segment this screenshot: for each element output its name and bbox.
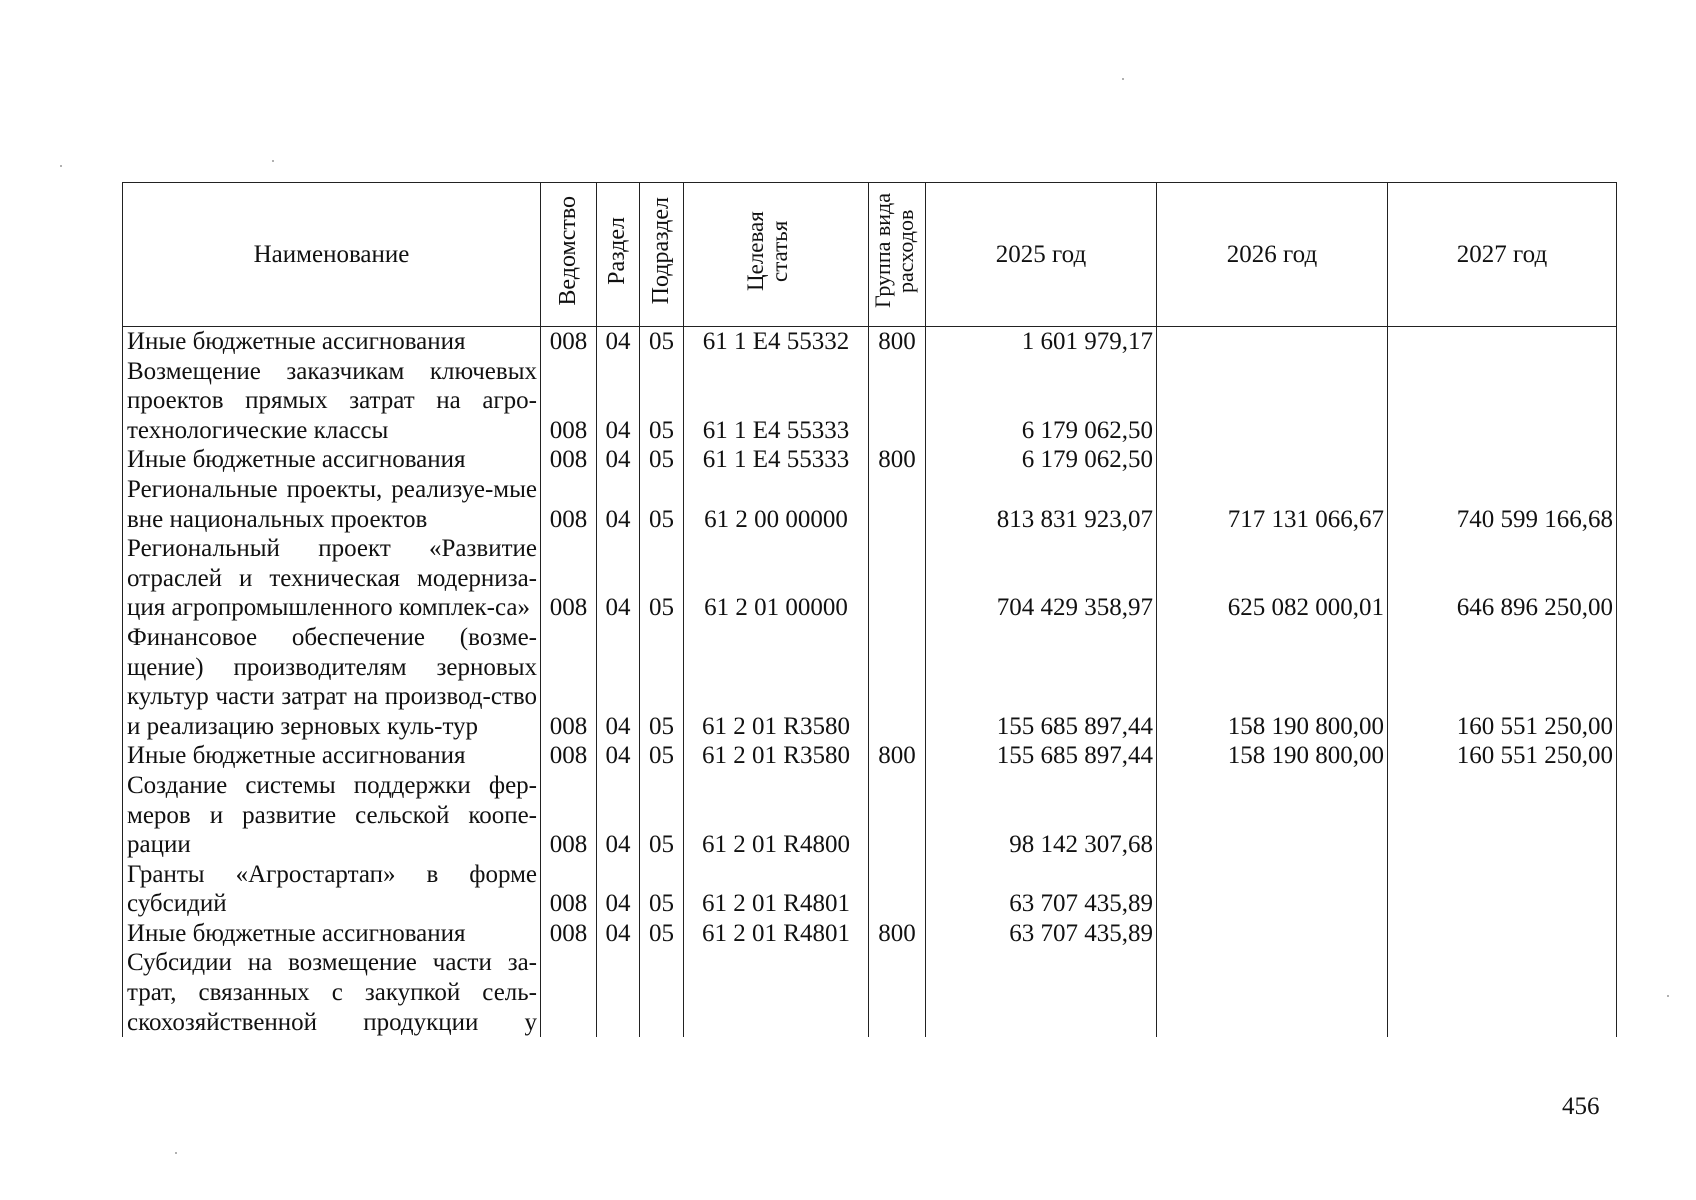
table-row bbox=[123, 357, 1617, 446]
row-subsection: 05 bbox=[640, 771, 684, 860]
row-subsection: 05 bbox=[640, 534, 684, 623]
row-2027: 160 551 250,00 bbox=[1388, 623, 1617, 741]
row-section bbox=[597, 948, 640, 1037]
row-dept: 008 bbox=[541, 623, 597, 741]
row-target-article: 61 2 01 R3580 bbox=[684, 741, 869, 771]
row-2026: 625 082 000,01 bbox=[1157, 534, 1388, 623]
row-section: 04 bbox=[597, 475, 640, 534]
row-section: 04 bbox=[597, 623, 640, 741]
row-dept: 008 bbox=[541, 919, 597, 949]
header-name: Наименование bbox=[123, 183, 541, 327]
row-expense-group: 800 bbox=[869, 445, 926, 475]
row-target-article: 61 1 E4 55333 bbox=[684, 445, 869, 475]
row-name: Иные бюджетные ассигнования bbox=[123, 327, 541, 357]
row-dept: 008 bbox=[541, 357, 597, 446]
header-2027: 2027 год bbox=[1388, 183, 1617, 327]
row-target-article: 61 2 01 R4801 bbox=[684, 860, 869, 919]
row-expense-group bbox=[869, 475, 926, 534]
row-2025: 155 685 897,44 bbox=[926, 741, 1157, 771]
row-section: 04 bbox=[597, 860, 640, 919]
row-expense-group: 800 bbox=[869, 919, 926, 949]
header-dept bbox=[541, 183, 597, 327]
row-expense-group bbox=[869, 771, 926, 860]
row-section: 04 bbox=[597, 357, 640, 446]
row-subsection: 05 bbox=[640, 327, 684, 357]
row-dept: 008 bbox=[541, 534, 597, 623]
table-row bbox=[123, 919, 1617, 949]
row-dept: 008 bbox=[541, 327, 597, 357]
budget-table bbox=[122, 182, 1617, 1037]
row-2027: 160 551 250,00 bbox=[1388, 741, 1617, 771]
row-expense-group bbox=[869, 623, 926, 741]
row-target-article: 61 2 01 R4800 bbox=[684, 771, 869, 860]
row-dept: 008 bbox=[541, 771, 597, 860]
table-row bbox=[123, 741, 1617, 771]
row-target-article: 61 1 E4 55332 bbox=[684, 327, 869, 357]
row-name: Субсидии на возмещение части за-трат, связанных с закупкой сель-скохозяйственной продукции у bbox=[123, 948, 541, 1037]
row-target-article: 61 2 00 00000 bbox=[684, 475, 869, 534]
header-section bbox=[597, 183, 640, 327]
row-2027 bbox=[1388, 357, 1617, 446]
row-section: 04 bbox=[597, 445, 640, 475]
row-section: 04 bbox=[597, 327, 640, 357]
table-row bbox=[123, 623, 1617, 741]
row-2026 bbox=[1157, 771, 1388, 860]
table-row bbox=[123, 445, 1617, 475]
row-name: Возмещение заказчикам ключевых проектов прямых затрат на агро-технологические классы bbox=[123, 357, 541, 446]
header-2025: 2025 год bbox=[926, 183, 1157, 327]
row-2025: 1 601 979,17 bbox=[926, 327, 1157, 357]
table-row bbox=[123, 948, 1617, 1037]
table-row bbox=[123, 860, 1617, 919]
row-2025: 98 142 307,68 bbox=[926, 771, 1157, 860]
row-name: Создание системы поддержки фер-меров и развитие сельской коопе-рации bbox=[123, 771, 541, 860]
row-subsection: 05 bbox=[640, 445, 684, 475]
row-target-article: 61 1 E4 55333 bbox=[684, 357, 869, 446]
row-subsection: 05 bbox=[640, 919, 684, 949]
row-name: Региональные проекты, реализуе-мые вне национальных проектов bbox=[123, 475, 541, 534]
row-subsection: 05 bbox=[640, 475, 684, 534]
row-2025: 704 429 358,97 bbox=[926, 534, 1157, 623]
row-2025: 813 831 923,07 bbox=[926, 475, 1157, 534]
budget-table-container bbox=[122, 182, 1616, 1037]
row-2026 bbox=[1157, 860, 1388, 919]
header-expense-group bbox=[869, 183, 926, 327]
row-2026 bbox=[1157, 919, 1388, 949]
header-target-article-label: Целевая статья bbox=[743, 211, 793, 291]
header-target-article bbox=[684, 183, 869, 327]
row-2027: 740 599 166,68 bbox=[1388, 475, 1617, 534]
row-2027 bbox=[1388, 860, 1617, 919]
row-name: Финансовое обеспечение (возме-щение) производителям зерновых культур части затрат на производ-ство и реализацию зерновых куль-тур bbox=[123, 623, 541, 741]
row-target-article: 61 2 01 00000 bbox=[684, 534, 869, 623]
row-section: 04 bbox=[597, 534, 640, 623]
row-target-article: 61 2 01 R3580 bbox=[684, 623, 869, 741]
row-2027 bbox=[1388, 919, 1617, 949]
row-name: Иные бюджетные ассигнования bbox=[123, 741, 541, 771]
row-expense-group: 800 bbox=[869, 741, 926, 771]
scan-speck bbox=[60, 165, 62, 167]
row-2026 bbox=[1157, 327, 1388, 357]
row-2027 bbox=[1388, 771, 1617, 860]
row-expense-group bbox=[869, 357, 926, 446]
row-target-article: 61 2 01 R4801 bbox=[684, 919, 869, 949]
row-2025: 63 707 435,89 bbox=[926, 919, 1157, 949]
scan-speck bbox=[1122, 78, 1124, 80]
row-dept: 008 bbox=[541, 741, 597, 771]
row-2027 bbox=[1388, 327, 1617, 357]
row-dept bbox=[541, 948, 597, 1037]
row-2026: 158 190 800,00 bbox=[1157, 741, 1388, 771]
row-expense-group bbox=[869, 534, 926, 623]
row-2025: 6 179 062,50 bbox=[926, 445, 1157, 475]
row-2026 bbox=[1157, 948, 1388, 1037]
row-2027 bbox=[1388, 948, 1617, 1037]
scan-speck bbox=[272, 160, 274, 162]
row-expense-group: 800 bbox=[869, 327, 926, 357]
header-subsection-label: Подраздел bbox=[647, 197, 674, 305]
row-section: 04 bbox=[597, 771, 640, 860]
row-subsection: 05 bbox=[640, 741, 684, 771]
row-expense-group bbox=[869, 860, 926, 919]
row-2025: 6 179 062,50 bbox=[926, 357, 1157, 446]
header-row bbox=[123, 183, 1617, 327]
table-row bbox=[123, 327, 1617, 357]
header-dept-label: Ведомство bbox=[554, 196, 581, 306]
row-dept: 008 bbox=[541, 445, 597, 475]
row-2027 bbox=[1388, 445, 1617, 475]
scan-speck bbox=[175, 1152, 177, 1154]
row-name: Гранты «Агростартап» в форме субсидий bbox=[123, 860, 541, 919]
table-header bbox=[123, 183, 1617, 327]
row-subsection: 05 bbox=[640, 860, 684, 919]
row-dept: 008 bbox=[541, 475, 597, 534]
row-dept: 008 bbox=[541, 860, 597, 919]
header-2026: 2026 год bbox=[1157, 183, 1388, 327]
row-subsection: 05 bbox=[640, 623, 684, 741]
row-subsection: 05 bbox=[640, 357, 684, 446]
header-section-label: Раздел bbox=[604, 217, 631, 285]
header-subsection bbox=[640, 183, 684, 327]
row-name: Иные бюджетные ассигнования bbox=[123, 919, 541, 949]
row-2026: 158 190 800,00 bbox=[1157, 623, 1388, 741]
table-body bbox=[123, 327, 1617, 1038]
row-2025 bbox=[926, 948, 1157, 1037]
row-target-article bbox=[684, 948, 869, 1037]
row-section: 04 bbox=[597, 919, 640, 949]
row-2026 bbox=[1157, 357, 1388, 446]
row-section: 04 bbox=[597, 741, 640, 771]
row-2027: 646 896 250,00 bbox=[1388, 534, 1617, 623]
row-expense-group bbox=[869, 948, 926, 1037]
header-expense-group-label: Группа вида расходов bbox=[870, 193, 919, 309]
table-row bbox=[123, 475, 1617, 534]
row-2026 bbox=[1157, 445, 1388, 475]
row-2026: 717 131 066,67 bbox=[1157, 475, 1388, 534]
table-row bbox=[123, 534, 1617, 623]
scan-speck bbox=[1667, 995, 1669, 997]
row-2025: 63 707 435,89 bbox=[926, 860, 1157, 919]
row-name: Иные бюджетные ассигнования bbox=[123, 445, 541, 475]
row-subsection bbox=[640, 948, 684, 1037]
row-2025: 155 685 897,44 bbox=[926, 623, 1157, 741]
table-row bbox=[123, 771, 1617, 860]
row-name: Региональный проект «Развитие отраслей и техническая модерниза-ция агропромышленного комплек-са» bbox=[123, 534, 541, 623]
page-number: 456 bbox=[1562, 1093, 1600, 1120]
